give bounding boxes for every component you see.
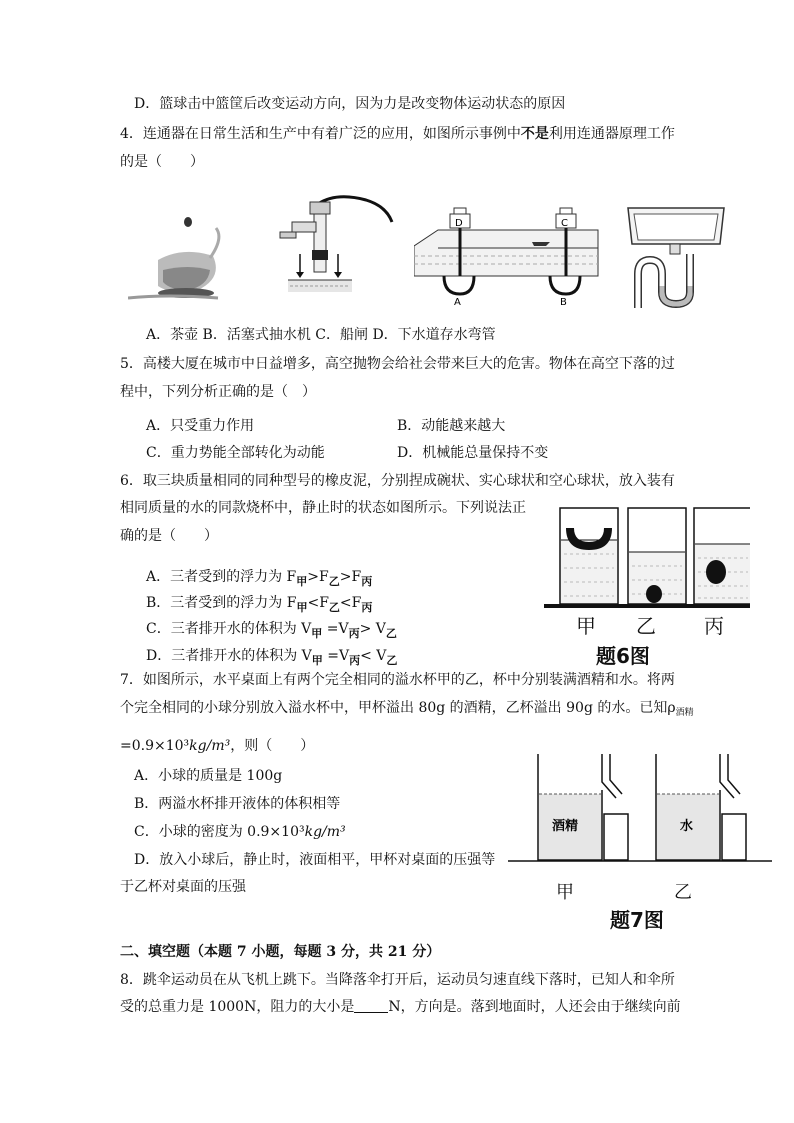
q7-rho-sub: 酒精 — [675, 708, 694, 718]
q6-a-op1: > — [307, 569, 320, 585]
q6-c-v3: V — [375, 621, 386, 637]
q6-b-f2: F — [319, 595, 329, 611]
q6-d-v2: V — [338, 648, 350, 664]
q6-b-f3: F — [351, 595, 362, 611]
teapot-figure — [128, 198, 238, 306]
q6-option-a — [146, 567, 372, 588]
q6-b-sub1: 甲 — [296, 601, 308, 614]
q4-stem-emphasis: 不是 — [520, 126, 549, 142]
q6-a-sub3: 丙 — [361, 575, 373, 588]
q7-option-d-line1: D．放入小球后，静止时，液面相平，甲杯对桌面的压强等 — [134, 852, 496, 868]
q7-fig-label-jia: 甲 — [556, 882, 574, 903]
ship-lock-figure — [414, 206, 604, 306]
q7-label-water: 水 — [680, 819, 694, 834]
q6-fig-label-bing: 丙 — [704, 614, 724, 638]
q7-option-c-unit: kg/m³ — [304, 824, 346, 840]
q8-stem-line2-part1: 受的总重力是 1000N，阻力的大小是 — [120, 999, 355, 1015]
q8-stem-line2-part2: N，方向是。落到地面时，人还会由于继续向前 — [388, 999, 681, 1015]
q7-label-alcohol: 酒精 — [552, 819, 579, 834]
q8-stem-line1: 8．跳伞运动员在从飞机上跳下。当降落伞打开后，运动员匀速直线下落时，已知人和伞所 — [120, 972, 675, 988]
q5-option-b: B．动能越来越大 — [397, 418, 506, 434]
q6-c-op2: > — [359, 621, 372, 637]
q6-d-op2: < — [360, 648, 372, 664]
q7-density-unit: kg/m³ — [189, 738, 231, 754]
q6-a-sub1: 甲 — [296, 575, 308, 588]
drain-trap-figure — [624, 204, 728, 312]
q6-a-f3: F — [351, 569, 362, 585]
q6-b-text: B．三者受到的浮力为 F — [146, 595, 297, 611]
q5-stem-line2: 程中，下列分析正确的是（ ） — [120, 384, 316, 400]
q4-stem-line1 — [120, 124, 675, 144]
q5-option-a: A．只受重力作用 — [146, 418, 255, 434]
q6-stem-line3: 确的是（ ） — [120, 528, 218, 544]
q6-stem-line2: 相同质量的水的同款烧杯中，静止时的状态如图所示。下列说法正 — [120, 500, 526, 516]
q6-b-sub3: 丙 — [361, 601, 373, 614]
q7-stem-line3-end: ，则（ ） — [230, 738, 315, 754]
q8-answer-blank[interactable] — [354, 998, 388, 1013]
q7-stem-line1: 7．如图所示，水平桌面上有两个完全相同的溢水杯甲的乙，杯中分别装满酒精和水。将两 — [120, 672, 675, 688]
q6-a-text: A．三者受到的浮力为 F — [146, 569, 297, 585]
q6-a-sub2: 乙 — [328, 575, 340, 588]
q7-overflow-cups-figure — [506, 752, 776, 864]
q6-option-d — [146, 646, 397, 667]
q6-c-sub3: 乙 — [385, 627, 397, 640]
q6-b-op2: < — [339, 595, 352, 611]
q6-a-f2: F — [319, 569, 329, 585]
q7-stem-line3 — [120, 736, 314, 756]
q6-fig-label-jia: 甲 — [576, 614, 596, 638]
q6-d-sub1: 甲 — [311, 654, 323, 667]
q4-stem-line2: 的是（ ） — [120, 154, 204, 170]
q6-fig-label-yi: 乙 — [636, 614, 656, 638]
q6-c-sub1: 甲 — [311, 627, 323, 640]
q4-stem-part1: 4．连通器在日常生活和生产中有着广泛的应用，如图所示事例中 — [120, 126, 521, 142]
lock-label-b: B — [560, 297, 567, 306]
q5-stem-line1: 5．高楼大厦在城市中日益增多，高空抛物会给社会带来巨大的危害。物体在高空下落的过 — [120, 356, 675, 372]
pump-figure — [266, 192, 396, 296]
q6-c-op1: = — [326, 621, 339, 637]
q6-fig-caption: 题6图 — [596, 644, 650, 668]
q6-b-sub2: 乙 — [328, 601, 340, 614]
q7-option-a: A．小球的质量是 100g — [134, 768, 283, 784]
q6-d-sub3: 乙 — [386, 654, 398, 667]
lock-label-d: D — [455, 218, 463, 229]
q6-c-sub2: 丙 — [348, 627, 360, 640]
q6-b-op1: < — [307, 595, 320, 611]
q6-d-op1: = — [327, 648, 339, 664]
q7-stem-line2-text: 个完全相同的小球分别放入溢水杯中，甲杯溢出 80g 的酒精，乙杯溢出 90g 的水。已知ρ — [120, 700, 676, 716]
q4-stem-part3: 利用连通器原理工作 — [548, 126, 675, 142]
q7-option-d-line2: 于乙杯对桌面的压强 — [120, 879, 246, 895]
q4-options: A．茶壶 B．活塞式抽水机 C．船闸 D．下水道存水弯管 — [146, 327, 496, 343]
q6-option-c — [146, 619, 397, 640]
q8-stem-line2 — [120, 997, 681, 1017]
q5-option-d: D．机械能总量保持不变 — [397, 445, 549, 461]
q7-option-c — [134, 822, 346, 842]
section2-heading: 二、填空题（本题 7 小题，每题 3 分，共 21 分） — [120, 944, 441, 960]
q7-fig-label-yi: 乙 — [674, 882, 692, 903]
q7-density-value: =0.9×10³ — [120, 738, 190, 754]
q6-option-b — [146, 593, 372, 614]
lock-label-c: C — [561, 218, 568, 229]
q6-d-text: D．三者排开水的体积为 V — [146, 648, 312, 664]
q5-option-c: C．重力势能全部转化为动能 — [146, 445, 325, 461]
q6-a-op2: > — [339, 569, 352, 585]
q6-stem-line1: 6．取三块质量相同的同种型号的橡皮泥，分别捏成碗状、实心球状和空心球状，放入装有 — [120, 473, 675, 489]
q7-stem-line2 — [120, 698, 694, 720]
q7-fig-caption: 题7图 — [610, 908, 664, 932]
q6-c-text: C．三者排开水的体积为 V — [146, 621, 312, 637]
lock-label-a: A — [454, 297, 461, 306]
q3-option-d: D．篮球击中篮筐后改变运动方向，因为力是改变物体运动状态的原因 — [134, 96, 566, 112]
q6-d-sub2: 丙 — [349, 654, 361, 667]
q6-d-v3: V — [376, 648, 387, 664]
q7-option-b: B．两溢水杯排开液体的体积相等 — [134, 796, 341, 812]
q6-c-v2: V — [338, 621, 349, 637]
q7-option-c-text: C．小球的密度为 0.9×10³ — [134, 824, 305, 840]
